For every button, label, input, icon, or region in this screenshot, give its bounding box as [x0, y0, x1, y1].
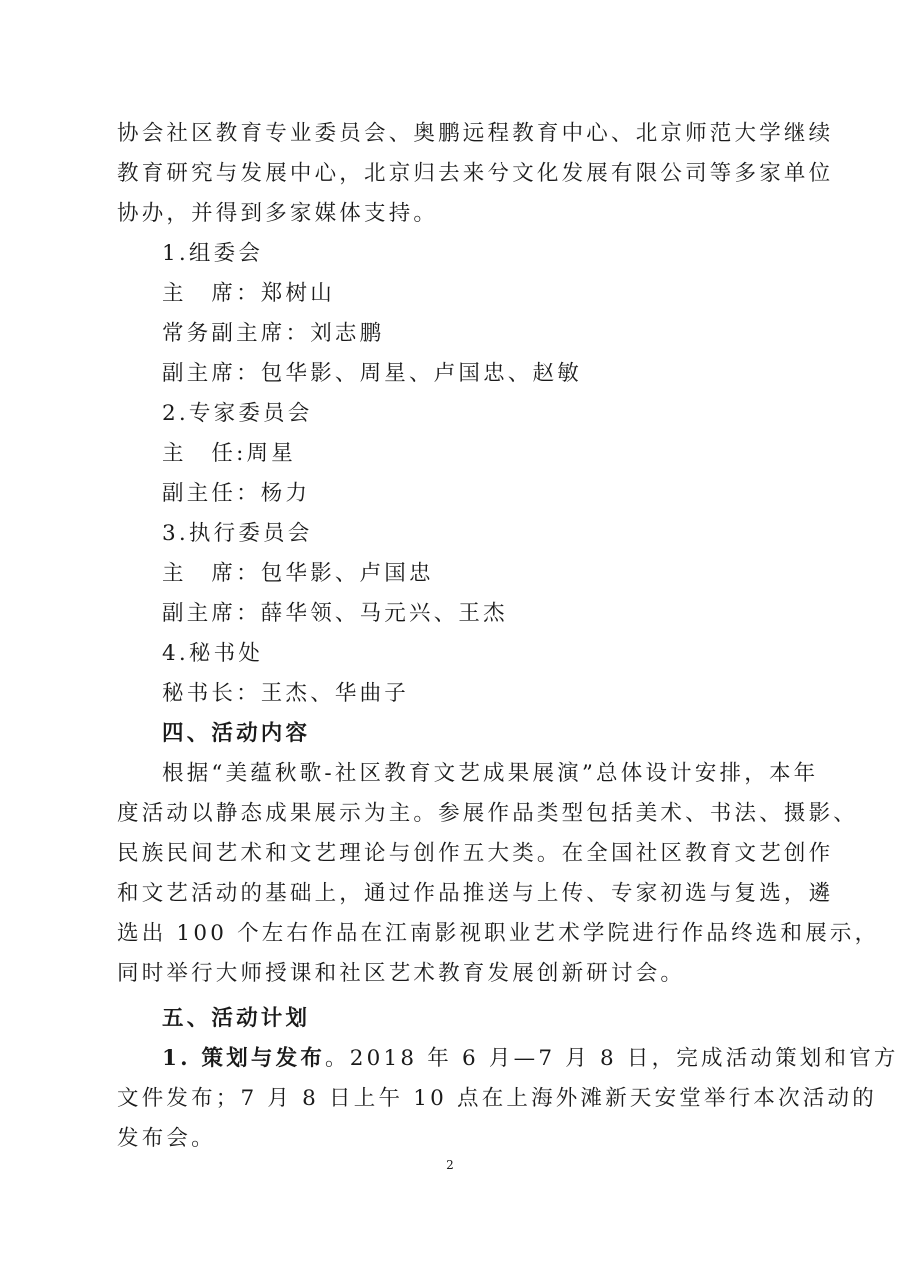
committee-member: 秘书长：王杰、华曲子: [162, 681, 410, 706]
committee-heading: 4.秘书处: [162, 641, 264, 666]
body-text-line: 文件发布；7 月 8 日上午 10 点在上海外滩新天安堂举行本次活动的: [117, 1086, 877, 1111]
body-text-line: 教育研究与发展中心，北京归去来兮文化发展有限公司等多家单位: [117, 161, 834, 186]
committee-member: 副主任：杨力: [162, 481, 311, 506]
body-text-line: 协办，并得到多家媒体支持。: [117, 201, 439, 226]
committee-member: 副主席：包华影、周星、卢国忠、赵敏: [162, 361, 582, 386]
page-number: 2: [446, 1158, 454, 1172]
plan-item-text: 。2018 年 6 月—7 月 8 日，完成活动策划和官方: [325, 1046, 899, 1071]
committee-member: 常务副主席：刘志鹏: [162, 321, 385, 346]
committee-member: 主 席：包华影、卢国忠: [162, 561, 434, 586]
committee-heading: 2.专家委员会: [162, 401, 313, 426]
plan-item-title: 1. 策划与发布: [162, 1046, 326, 1071]
plan-item-line: [162, 1045, 899, 1073]
committee-member: 副主席：薛华领、马元兴、王杰: [162, 601, 508, 626]
section-heading: 五、活动计划: [162, 1006, 311, 1031]
section-heading: 四、活动内容: [162, 721, 311, 746]
committee-member: 主 席：郑树山: [162, 281, 335, 306]
committee-member: 主 任:周星: [162, 441, 296, 466]
body-text-line: 民族民间艺术和文艺理论与创作五大类。在全国社区教育文艺创作: [117, 841, 834, 866]
body-text-line: 度活动以静态成果展示为主。参展作品类型包括美术、书法、摄影、: [117, 801, 859, 826]
committee-heading: 1.组委会: [162, 241, 264, 266]
body-text-line: 根据“美蕴秋歌-社区教育文艺成果展演”总体设计安排，本年: [162, 761, 819, 786]
body-text-line: 和文艺活动的基础上，通过作品推送与上传、专家初选与复选，遴: [117, 881, 834, 906]
body-text-line: 发布会。: [117, 1126, 216, 1151]
committee-heading: 3.执行委员会: [162, 521, 313, 546]
body-text-line: 同时举行大师授课和社区艺术教育发展创新研讨会。: [117, 961, 686, 986]
body-text-line: 选出 100 个左右作品在江南影视职业艺术学院进行作品终选和展示，: [117, 921, 880, 946]
body-text-line: 协会社区教育专业委员会、奥鹏远程教育中心、北京师范大学继续: [117, 121, 834, 146]
